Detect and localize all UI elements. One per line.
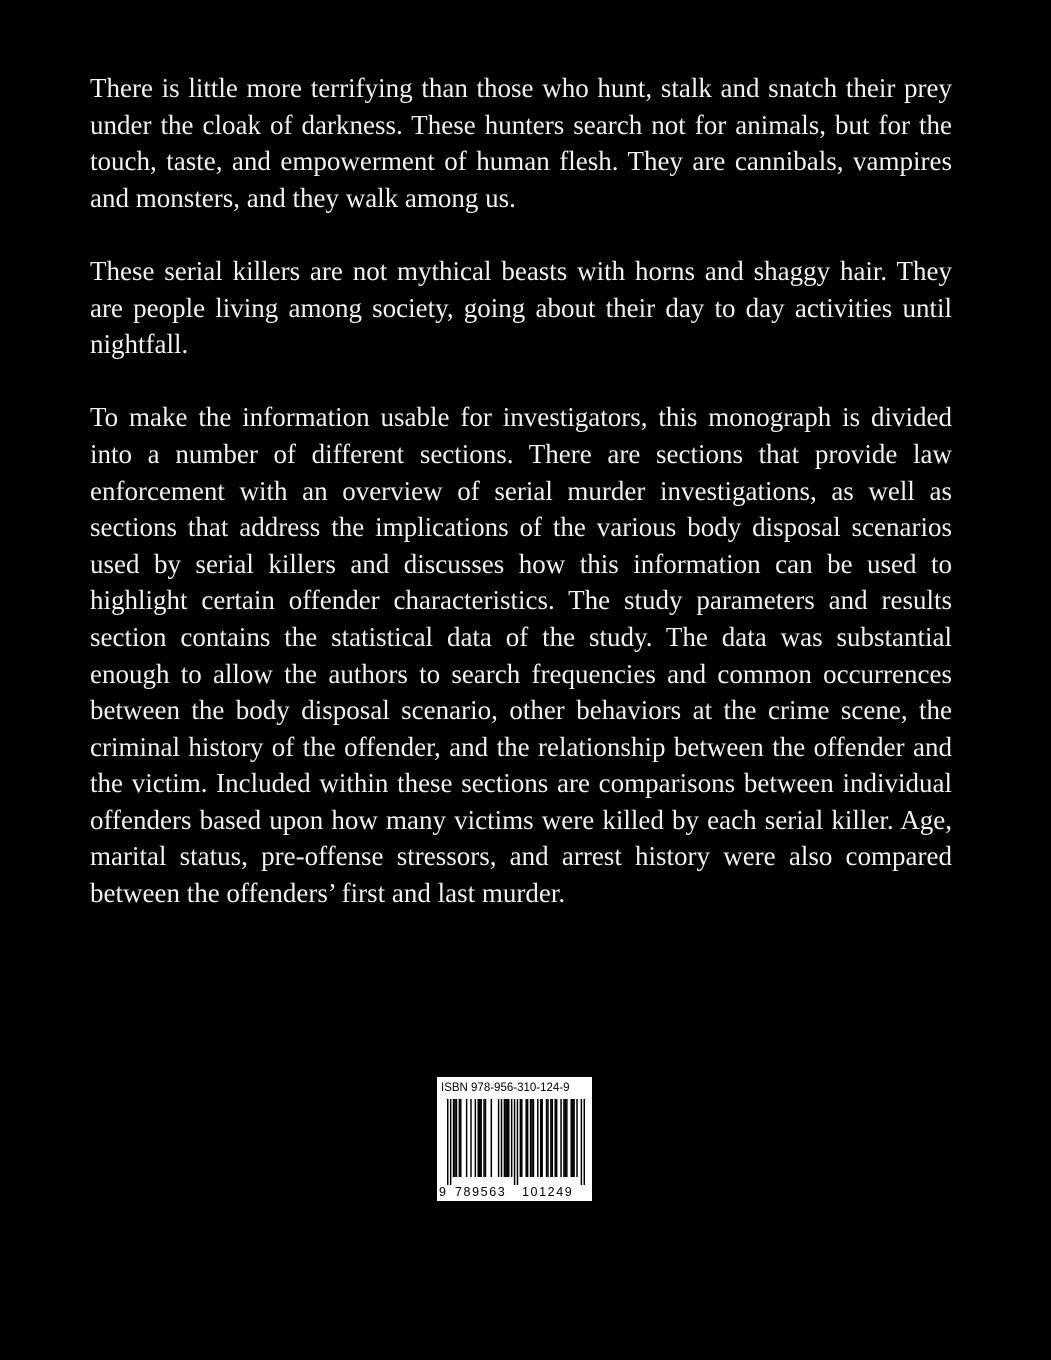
barcode-bar: [466, 1099, 467, 1177]
barcode-bar: [570, 1099, 571, 1177]
barcode-bar: [563, 1099, 564, 1177]
blurb-text: [90, 70, 952, 912]
barcode-bar: [541, 1099, 542, 1177]
barcode-bar: [514, 1099, 515, 1185]
barcode-bar: [546, 1099, 547, 1177]
barcode-bar: [460, 1099, 461, 1177]
barcode-bar: [556, 1099, 557, 1177]
barcode-bar: [533, 1099, 534, 1177]
barcode-bar: [507, 1099, 508, 1177]
blurb-paragraph-1: There is little more terrifying than those who hunt, stalk and snatch their prey under the cloak of darkness. These hunters search not for animals, but for the touch, taste, and empowerment of human flesh. They are cannibals, vampires and monsters, and they walk among us.: [90, 73, 952, 213]
blurb-paragraph-3: To make the information usable for investigators, this monograph is divided into a number of different sections. There are sections that provide law enforcement with an overview of serial murder investigations, as well as sections that address the implications of the various body disposal scenarios used by serial killers and discusses how this information can be used to highlight certain offender characteristics. The study parameters and results section contains the statistical data of the study. The data was substantial enough to allow the authors to search frequencies and common occurrences between the body disposal scenario, other behaviors at the crime scene, the criminal history of the offender, and the relationship between the offender and the victim. Included within these sections are comparisons between individual offenders based upon how many victims were killed by each serial killer. Age, marital status, pre-offense stressors, and arrest history were also compared between the offenders’ first and last murder.: [90, 402, 952, 909]
barcode-bar: [584, 1099, 585, 1185]
barcode-bar: [554, 1099, 555, 1177]
blurb-paragraph-2: These serial killers are not mythical beasts with horns and shaggy hair. They are people living among society, going about their day to day activities until nightfall.: [90, 255, 952, 360]
barcode-digits-left: 789563: [455, 1185, 507, 1199]
barcode-bar: [478, 1099, 479, 1177]
barcode-bar: [530, 1099, 531, 1177]
barcode-bar: [576, 1099, 577, 1177]
barcode-bar: [521, 1099, 522, 1177]
barcode-bar: [508, 1099, 509, 1177]
barcode-bar: [470, 1099, 471, 1177]
barcode-bar: [573, 1099, 574, 1177]
barcode-bars: [447, 1099, 585, 1185]
barcode-bar: [565, 1099, 566, 1177]
barcode-digits-right: 101249: [522, 1185, 574, 1199]
isbn-label: ISBN 978-956-310-124-9: [441, 1082, 570, 1094]
barcode-bar: [552, 1099, 553, 1177]
barcode-bar: [456, 1099, 457, 1177]
barcode-bar: [540, 1099, 541, 1177]
barcode-digit-first: 9: [439, 1185, 446, 1199]
barcode-bar: [485, 1099, 486, 1177]
barcode-bar: [504, 1099, 505, 1177]
barcode-bar: [491, 1099, 492, 1177]
barcode-bar: [450, 1099, 451, 1185]
barcode-digits: [437, 1184, 592, 1200]
barcode-bar: [479, 1099, 480, 1177]
barcode-bar: [525, 1099, 526, 1177]
barcode-bar: [560, 1099, 561, 1177]
barcode-bar: [581, 1099, 582, 1185]
barcode-bar: [498, 1099, 499, 1177]
barcode-bar: [511, 1099, 512, 1177]
barcode-bar: [454, 1099, 455, 1177]
barcode-bar: [453, 1099, 454, 1177]
barcode-bar: [447, 1099, 448, 1185]
barcode-bar: [550, 1099, 551, 1177]
barcode-bar: [572, 1099, 573, 1177]
isbn-barcode: [437, 1077, 592, 1201]
barcode-bar: [520, 1099, 521, 1177]
barcode-bar: [517, 1099, 518, 1185]
barcode-bar: [547, 1099, 548, 1177]
barcode-bar: [531, 1099, 532, 1177]
barcode-bar: [480, 1099, 481, 1177]
barcode-bar: [483, 1099, 484, 1177]
barcode-bar: [501, 1099, 502, 1177]
barcode-bar: [459, 1099, 460, 1177]
barcode-bar: [537, 1099, 538, 1177]
barcode-bar: [566, 1099, 567, 1177]
barcode-bar: [505, 1099, 506, 1177]
barcode-bar: [527, 1099, 528, 1177]
barcode-bar: [475, 1099, 476, 1177]
